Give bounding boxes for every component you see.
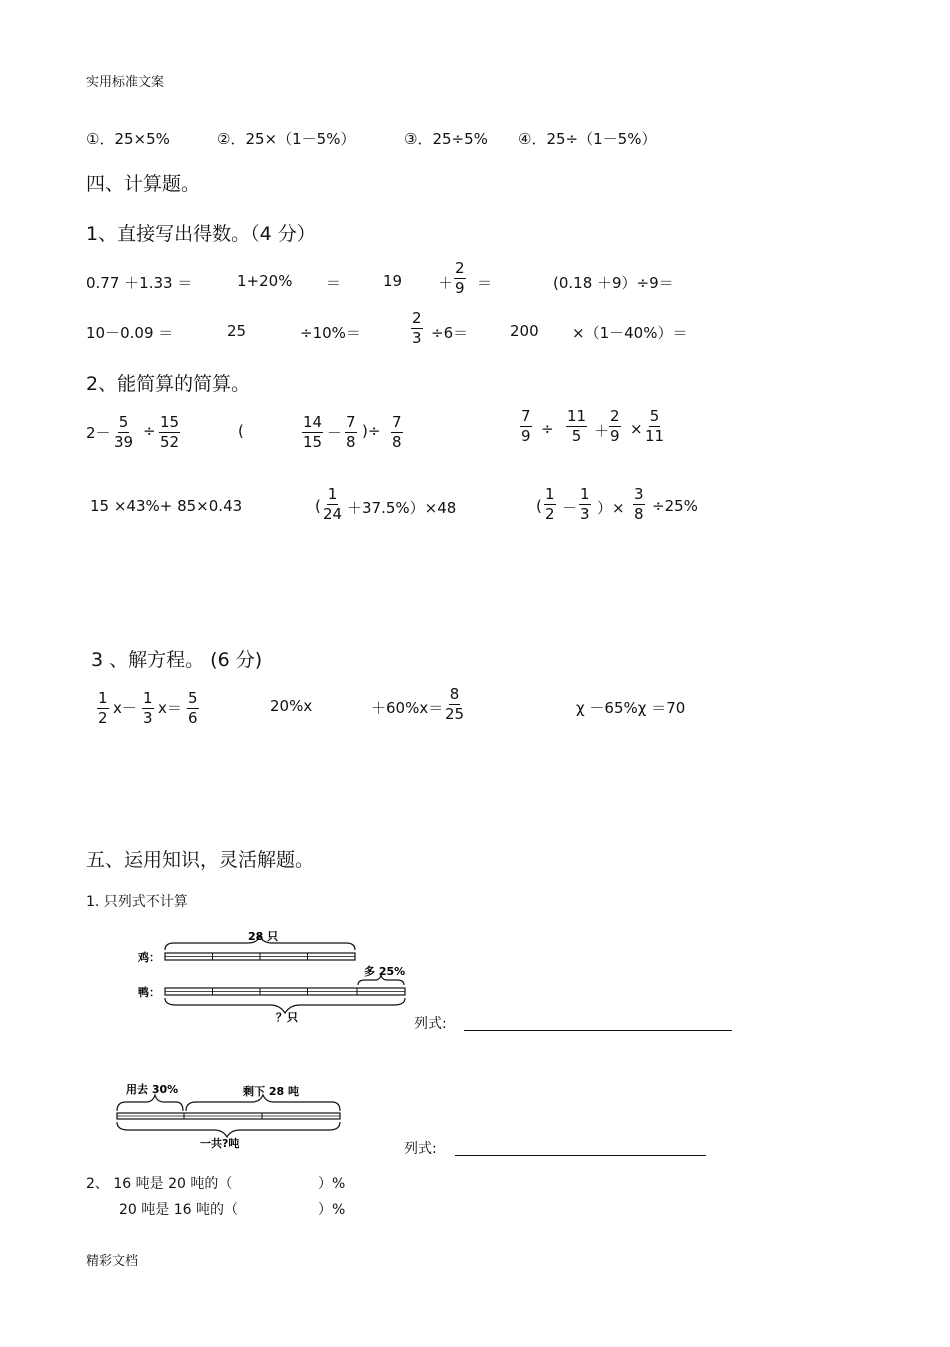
answer-label-1: 列式: (414, 1016, 447, 1032)
diagram2-used-label: 用去 30% (126, 1083, 179, 1096)
fraction: $\frac{1}{3}$ (580, 485, 590, 523)
q3-eq2-t1: 20%x (270, 697, 313, 715)
diagram1-duck-label: 鸭： (138, 986, 160, 999)
q3-eq1-t2: x＝ (158, 699, 182, 717)
q1-title: 1、直接写出得数。（4 分） (86, 223, 316, 245)
q2-e2-op2: )÷ (362, 422, 381, 440)
q1-r2-b2: ÷10%＝ (300, 324, 361, 342)
q2-e2-op1: － (327, 424, 343, 442)
choice-2: ②．25×（1－5%） (217, 130, 356, 148)
diagram1-top-label: 28 只 (248, 930, 279, 943)
q1-r1-b1: 1+20% (237, 272, 293, 290)
q3-eq1-t1: x－ (113, 699, 137, 717)
q2-e2-open: ( (238, 422, 244, 440)
fraction: $\frac{1}{2}$ (545, 485, 555, 523)
q2-e3-op2: ＋ (594, 422, 610, 440)
q3-eq2-t2: ＋60%x＝ (371, 699, 444, 717)
q2-e6-open: ( (536, 497, 542, 515)
fraction: $\frac{14}{15}$ (303, 413, 323, 451)
q1-r2-d2: ×（1－40%）＝ (572, 324, 688, 342)
fraction: $\frac{1}{3}$ (143, 689, 153, 727)
fraction: $\frac{5}{11}$ (645, 407, 665, 445)
q3-title: 3 、解方程。 (6 分) (91, 649, 263, 671)
fraction: $\frac{2}{9}$ (455, 259, 465, 297)
p2-line2-a: 20 吨是 16 吨的（ (119, 1202, 238, 1218)
diagram1-more-label: 多 25% (364, 965, 406, 978)
p2-line1-a: 2、 16 吨是 20 吨的（ (86, 1176, 233, 1192)
q1-r1-c2: ＋ (438, 274, 454, 292)
diagram1-bottom-label: ？只 (276, 1011, 298, 1024)
p2-line2-b: ）% (318, 1202, 346, 1218)
q1-r1-c3: ＝ (477, 274, 493, 292)
diagram1-chicken-label: 鸡： (138, 951, 160, 964)
fraction: $\frac{3}{8}$ (634, 485, 644, 523)
diagram2-total-label: 一共?吨 (200, 1137, 240, 1150)
q2-e6-op2: ）× (597, 499, 625, 517)
q2-e6-rest: ÷25% (652, 497, 698, 515)
fraction: $\frac{7}{8}$ (392, 413, 402, 451)
answer-label-2: 列式: (404, 1141, 437, 1157)
q1-r1-b2: ＝ (326, 274, 342, 292)
fraction: $\frac{8}{25}$ (445, 685, 465, 723)
p2-line1-b: ）% (318, 1176, 346, 1192)
answer-line-1[interactable] (464, 1030, 732, 1031)
q2-e5-open: ( (315, 497, 321, 515)
fraction: $\frac{7}{9}$ (521, 407, 531, 445)
choice-4: ④．25÷（1－5%） (518, 130, 657, 148)
q2-e1-op: ÷ (143, 422, 156, 440)
section-5-title: 五、运用知识，灵活解题。 (86, 849, 315, 871)
q1-r1-c1: 19 (383, 272, 403, 290)
q2-title: 2、能简算的简算。 (86, 373, 251, 395)
q3-eq3: χ －65%χ ＝70 (576, 699, 686, 717)
fraction: $\frac{2}{9}$ (610, 407, 620, 445)
q1-r2-a: 10－0.09 ＝ (86, 324, 174, 342)
fraction: $\frac{11}{5}$ (567, 407, 587, 445)
answer-line-2[interactable] (455, 1155, 706, 1156)
q1-r1-a: 0.77 ＋1.33 ＝ (86, 274, 193, 292)
q2-e3-op3: × (630, 420, 643, 438)
q1-r1-d: (0.18 ＋9）÷9＝ (553, 274, 674, 292)
q1-r2-b1: 25 (227, 322, 247, 340)
fraction: $\frac{7}{8}$ (346, 413, 356, 451)
p1-title: 1. 只列式不计算 (86, 894, 188, 910)
fraction: $\frac{5}{6}$ (188, 689, 198, 727)
page-footer: 精彩文档 (86, 1254, 139, 1269)
fraction: $\frac{2}{3}$ (412, 309, 422, 347)
section-4-title: 四、计算题。 (86, 173, 201, 195)
q2-e4: 15 ×43%+ 85×0.43 (90, 497, 243, 515)
chicken-duck-diagram (130, 925, 420, 1025)
q1-r2-d1: 200 (510, 322, 539, 340)
q2-e6-op1: － (562, 499, 578, 517)
used-left-diagram (110, 1078, 350, 1153)
fraction: $\frac{1}{24}$ (323, 485, 343, 523)
q1-r2-c2: ÷6＝ (431, 324, 469, 342)
choice-3: ③．25÷5% (404, 130, 488, 148)
diagram2-left-label: 剩下 28 吨 (243, 1085, 299, 1098)
fraction: $\frac{1}{2}$ (98, 689, 108, 727)
q2-e3-op1: ÷ (541, 420, 554, 438)
fraction: $\frac{15}{52}$ (160, 413, 180, 451)
q2-e5-rest: ＋37.5%）×48 (347, 499, 457, 517)
fraction: $\frac{5}{39}$ (114, 413, 134, 451)
choice-1: ①．25×5% (86, 130, 170, 148)
q2-e1-lead: 2－ (86, 424, 111, 442)
page-header: 实用标准文案 (86, 75, 165, 90)
